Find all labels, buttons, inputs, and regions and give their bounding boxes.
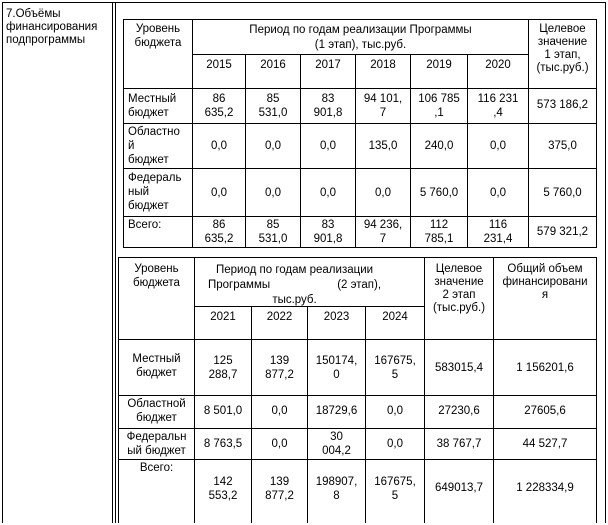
t1-cell: 106 785 ,1 [418, 93, 460, 119]
t1-cell: 0,0 [320, 140, 336, 152]
t1-header-target: Целевое значение 1 этап, (тыс.руб.) [536, 23, 589, 74]
t1-cell: 116 231 ,4 [477, 93, 519, 119]
t2-target-cell: 649013,7 [435, 482, 483, 494]
t1-cell: 83 901,8 [313, 93, 343, 119]
t1-cell: 0,0 [211, 140, 227, 152]
t1-row-label: Всего: [128, 219, 162, 231]
t1-hline [123, 216, 597, 217]
t2-row-label: Местный бюджет [132, 353, 181, 379]
t2-header-target: Целевое значение 2 этап (тыс.руб.) [432, 263, 486, 314]
t1-year: 2017 [315, 59, 341, 71]
t1-cell: 0,0 [211, 187, 227, 199]
t1-target-cell: 5 760,0 [543, 187, 582, 199]
outer-border-top [2, 2, 606, 3]
t1-header-period: Период по годам реализации Программы (1 этап), тыс.руб. [249, 24, 472, 51]
t2-hline [118, 428, 597, 429]
t2-hline [118, 339, 597, 340]
t1-hline [123, 168, 597, 169]
t2-cell: 198907, 8 [315, 476, 358, 502]
t2-header-total: Общий объем финансировани я [502, 263, 588, 301]
t2-cell: 150174, 0 [315, 355, 358, 381]
t1-cell: 5 760,0 [419, 187, 459, 199]
t2-cell: 30 004,2 [322, 431, 351, 457]
t1-cell: 0,0 [490, 187, 506, 199]
t1-border [123, 19, 597, 20]
t2-hline [118, 459, 597, 460]
outer-border-right [605, 2, 606, 523]
t1-cell: 0,0 [265, 140, 281, 152]
t2-target-cell: 27230,6 [438, 405, 480, 417]
t2-row-label: Областной бюджет [127, 398, 186, 424]
t1-cell: 0,0 [265, 187, 281, 199]
t1-header-level: Уровень бюджета [134, 23, 182, 49]
t1-cell: 112 785,1 [424, 219, 454, 245]
t2-cell: 0,0 [271, 405, 288, 417]
t1-year: 2019 [426, 59, 452, 71]
t2-year: 2023 [323, 311, 350, 323]
t1-year: 2016 [260, 59, 286, 71]
t2-cell: 125 288,7 [208, 355, 238, 381]
outer-border-left [2, 2, 3, 523]
t2-year: 2022 [266, 311, 293, 323]
t1-cell: 86 635,2 [204, 93, 234, 119]
t2-cell: 139 877,2 [265, 355, 294, 381]
t1-hline [123, 88, 597, 89]
t1-cell: 85 531,0 [258, 219, 288, 245]
outer-divider [112, 2, 113, 523]
t2-total-cell: 44 527,7 [522, 438, 568, 450]
t1-cell: 0,0 [320, 187, 336, 199]
t1-cell: 0,0 [375, 187, 391, 199]
t1-border [123, 247, 597, 248]
t2-target-cell: 583015,4 [435, 362, 483, 374]
t2-cell: 167675, 5 [374, 355, 416, 381]
t1-row-label: Областно й бюджет [128, 126, 180, 166]
t1-row-label: Федераль ный бюджет [128, 172, 182, 212]
t2-year: 2021 [210, 311, 236, 323]
t1-vline [192, 19, 193, 248]
t1-cell: 116 231,4 [483, 219, 513, 245]
t2-total-cell: 1 156201,6 [516, 362, 574, 374]
t1-cell: 94 101, 7 [363, 93, 403, 119]
t2-border [118, 257, 597, 258]
t1-cell: 0,0 [490, 140, 506, 152]
t1-cell: 135,0 [368, 140, 398, 152]
t1-year: 2020 [485, 59, 511, 71]
t1-row-label: Местный бюджет [128, 93, 177, 119]
t1-target-cell: 579 321,2 [536, 226, 589, 238]
t1-cell: 240,0 [424, 140, 454, 152]
t1-cell: 86 635,2 [204, 219, 234, 245]
t1-year: 2018 [370, 59, 396, 71]
t2-cell: 18729,6 [315, 405, 358, 417]
t1-cell: 85 531,0 [258, 93, 288, 119]
t2-cell: 8 763,5 [203, 438, 243, 450]
t2-cell: 0,0 [387, 405, 403, 417]
t2-cell: 142 553,2 [208, 476, 238, 502]
t2-total-cell: 27605,6 [524, 405, 566, 417]
inner-divider [115, 2, 116, 523]
t2-header-level: Уровень бюджета [133, 263, 180, 289]
t2-cell: 167675, 5 [374, 476, 416, 502]
t2-cell: 8 501,0 [203, 405, 243, 417]
t1-hline [123, 123, 597, 124]
section-label: 7.Объёмы финансирования подпрограммы [6, 8, 98, 46]
t2-target-cell: 38 767,7 [436, 438, 482, 450]
t2-cell: 0,0 [387, 438, 403, 450]
t1-year: 2015 [206, 59, 232, 71]
t2-header-period: Период по годам реализации Программы (2 этап), тыс.руб. [208, 264, 382, 306]
t2-cell: 139 877,2 [265, 476, 294, 502]
t1-cell: 94 236, 7 [363, 219, 403, 245]
t2-row-label: Всего: [139, 462, 174, 474]
t1-target-cell: 573 186,2 [536, 99, 589, 111]
t2-year: 2024 [382, 311, 408, 323]
t2-border [118, 257, 119, 523]
t1-cell: 83 901,8 [313, 219, 343, 245]
t2-row-label: Федеральн ый бюджет [126, 431, 187, 457]
t1-hline [192, 54, 529, 55]
t1-target-cell: 375,0 [548, 140, 577, 152]
t2-cell: 0,0 [271, 438, 288, 450]
t2-total-cell: 1 228334,9 [516, 482, 574, 494]
t1-border [123, 19, 124, 248]
t2-hline [118, 395, 597, 396]
